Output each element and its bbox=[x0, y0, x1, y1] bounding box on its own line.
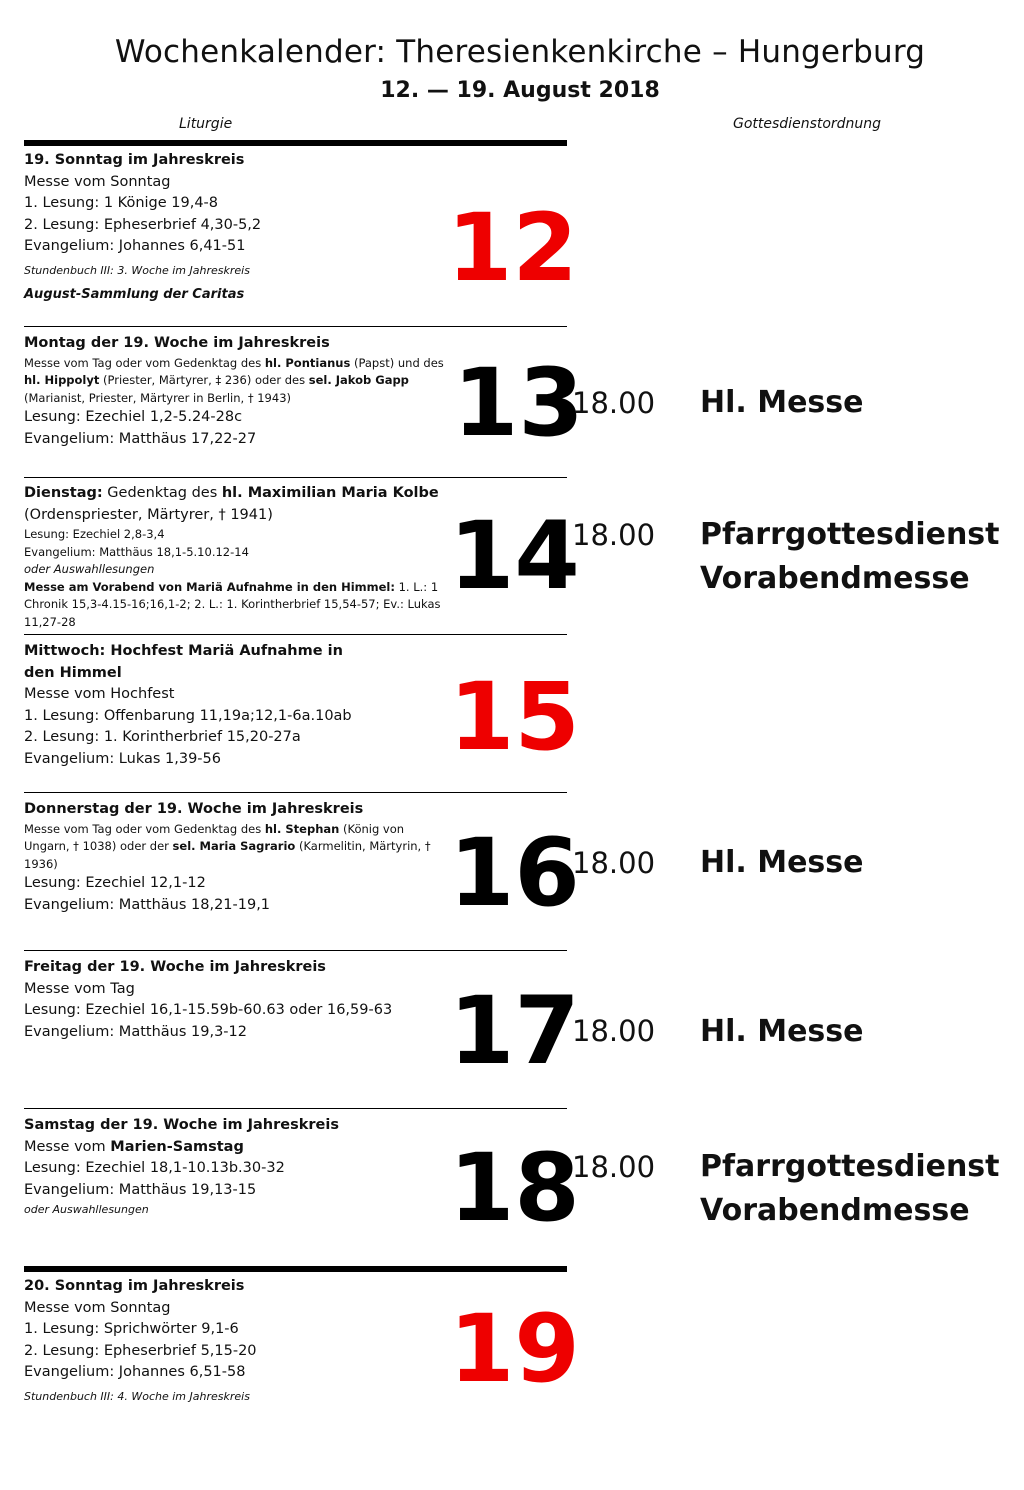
day-vigil: Messe am Vorabend von Mariä Aufnahme in den Himmel: 1. L.: 1 Chronik 15,3-4.15-16;16,1-2; 2. L.: 1. Korintherbrief 15,54-57; Ev.: Lukas 11,27-28 bbox=[24, 579, 441, 629]
day-heading: Donnerstag der 19. Woche im Jahreskreis bbox=[24, 801, 364, 817]
column-header-gottesdienst: Gottesdienstordnung bbox=[733, 116, 882, 132]
divider bbox=[24, 477, 567, 478]
day-line: 2. Lesung: Epheserbrief 4,30-5,2 bbox=[24, 216, 262, 233]
divider-top bbox=[24, 140, 567, 146]
day-number-17: 17 bbox=[449, 977, 580, 1086]
date-range: 12. — 19. August 2018 bbox=[380, 78, 660, 103]
divider bbox=[24, 792, 567, 793]
day-number-19: 19 bbox=[449, 1295, 580, 1404]
day-line: Lesung: Ezechiel 1,2-5.24-28c bbox=[24, 409, 243, 425]
day-entry-12 bbox=[24, 150, 444, 307]
day-entry-18 bbox=[24, 1115, 444, 1219]
day-line: Lesung: Ezechiel 18,1-10.13b.30-32 bbox=[24, 1160, 285, 1176]
service-name-line: Pfarrgottesdienst bbox=[700, 517, 1000, 552]
divider-sunday bbox=[24, 1266, 567, 1272]
column-header-liturgie: Liturgie bbox=[179, 116, 233, 132]
day-note-collection: August-Sammlung der Caritas bbox=[24, 286, 245, 302]
day-line: Evangelium: Matthäus 18,21-19,1 bbox=[24, 896, 271, 913]
day-note: Stundenbuch III: 4. Woche im Jahreskreis bbox=[24, 1389, 250, 1403]
day-number-15: 15 bbox=[449, 663, 580, 772]
day-heading: 20. Sonntag im Jahreskreis bbox=[24, 1278, 245, 1294]
day-line: Evangelium: Lukas 1,39-56 bbox=[24, 750, 221, 767]
service-name bbox=[700, 513, 1000, 601]
service-name: Hl. Messe bbox=[700, 1014, 864, 1049]
day-line: Evangelium: Johannes 6,41-51 bbox=[24, 238, 246, 254]
service-time: 18.00 bbox=[572, 1150, 656, 1184]
divider bbox=[24, 634, 567, 635]
day-alt: oder Auswahllesungen bbox=[24, 562, 155, 576]
day-line: Messe vom Hochfest bbox=[24, 686, 175, 702]
day-entry-13 bbox=[24, 333, 444, 450]
day-entry-17 bbox=[24, 957, 444, 1043]
day-line: Evangelium: Johannes 6,51-58 bbox=[24, 1364, 246, 1380]
day-alt: oder Auswahllesungen bbox=[24, 1203, 149, 1216]
day-entry-16 bbox=[24, 799, 444, 916]
day-line: Evangelium: Matthäus 19,13-15 bbox=[24, 1181, 257, 1198]
day-line: Evangelium: Matthäus 17,22-27 bbox=[24, 430, 257, 447]
day-line: 1. Lesung: Sprichwörter 9,1-6 bbox=[24, 1321, 239, 1337]
service-name: Hl. Messe bbox=[700, 845, 864, 880]
service-time: 18.00 bbox=[572, 518, 656, 552]
day-line: Messe vom Marien-Samstag bbox=[24, 1138, 244, 1155]
service-time: 18.00 bbox=[572, 846, 656, 880]
service-time: 18.00 bbox=[572, 386, 656, 420]
service-name bbox=[700, 1145, 1000, 1233]
day-number-13: 13 bbox=[453, 349, 584, 458]
service-name-line: Vorabendmesse bbox=[700, 1193, 970, 1228]
day-heading: Freitag der 19. Woche im Jahreskreis bbox=[24, 959, 326, 975]
day-entry-14 bbox=[24, 483, 444, 631]
day-line: Messe vom Sonntag bbox=[24, 173, 171, 190]
service-name: Hl. Messe bbox=[700, 385, 864, 420]
day-heading: Mittwoch: Hochfest Mariä Aufnahme in den Himmel bbox=[24, 643, 343, 681]
service-time: 18.00 bbox=[572, 1014, 656, 1048]
day-entry-19 bbox=[24, 1276, 444, 1406]
day-line: Lesung: Ezechiel 12,1-12 bbox=[24, 875, 206, 891]
day-line: 2. Lesung: Epheserbrief 5,15-20 bbox=[24, 1342, 257, 1359]
day-line: Lesung: Ezechiel 16,1-15.59b-60.63 oder 16,59-63 bbox=[24, 1002, 393, 1018]
day-detail: Messe vom Tag oder vom Gedenktag des hl. Stephan (König von Ungarn, † 1038) oder der sel. Maria Sagrario (Karmelitin, Märtyrin, † 1936) bbox=[24, 821, 431, 871]
divider bbox=[24, 1108, 567, 1109]
day-number-14: 14 bbox=[449, 502, 580, 611]
day-detail: Messe vom Tag oder vom Gedenktag des hl. Pontianus (Papst) und des hl. Hippolyt (Priester, Märtyrer, ‡ 236) oder des sel. Jakob Gapp (Marianist, Priester, Märtyrer in Berlin, † 1943) bbox=[24, 355, 444, 405]
service-name-line: Vorabendmesse bbox=[700, 561, 970, 596]
day-line: 1. Lesung: Offenbarung 11,19a;12,1-6a.10ab bbox=[24, 707, 352, 724]
day-line: Evangelium: Matthäus 18,1-5.10.12-14 bbox=[24, 544, 249, 559]
day-number-18: 18 bbox=[449, 1134, 580, 1243]
service-name-line: Pfarrgottesdienst bbox=[700, 1149, 1000, 1184]
day-line: Lesung: Ezechiel 2,8-3,4 bbox=[24, 527, 165, 541]
day-heading: 19. Sonntag im Jahreskreis bbox=[24, 152, 245, 168]
day-number-16: 16 bbox=[449, 819, 580, 928]
day-line: 2. Lesung: 1. Korintherbrief 15,20-27a bbox=[24, 729, 301, 745]
day-line: 1. Lesung: 1 Könige 19,4-8 bbox=[24, 195, 219, 211]
divider bbox=[24, 326, 567, 327]
day-number-12: 12 bbox=[447, 194, 578, 303]
day-line: Messe vom Tag bbox=[24, 980, 135, 997]
divider bbox=[24, 950, 567, 951]
day-heading: Montag der 19. Woche im Jahreskreis bbox=[24, 335, 330, 351]
page-title: Wochenkalender: Theresienkenkirche – Hungerburg bbox=[114, 34, 926, 70]
day-heading: Dienstag: Gedenktag des hl. Maximilian Maria Kolbe (Ordenspriester, Märtyrer, † 1941) bbox=[24, 485, 439, 523]
day-entry-15 bbox=[24, 641, 444, 770]
day-heading: Samstag der 19. Woche im Jahreskreis bbox=[24, 1117, 339, 1133]
day-line: Evangelium: Matthäus 19,3-12 bbox=[24, 1023, 247, 1040]
day-line: Messe vom Sonntag bbox=[24, 1299, 171, 1316]
day-note: Stundenbuch III: 3. Woche im Jahreskreis bbox=[24, 263, 250, 277]
